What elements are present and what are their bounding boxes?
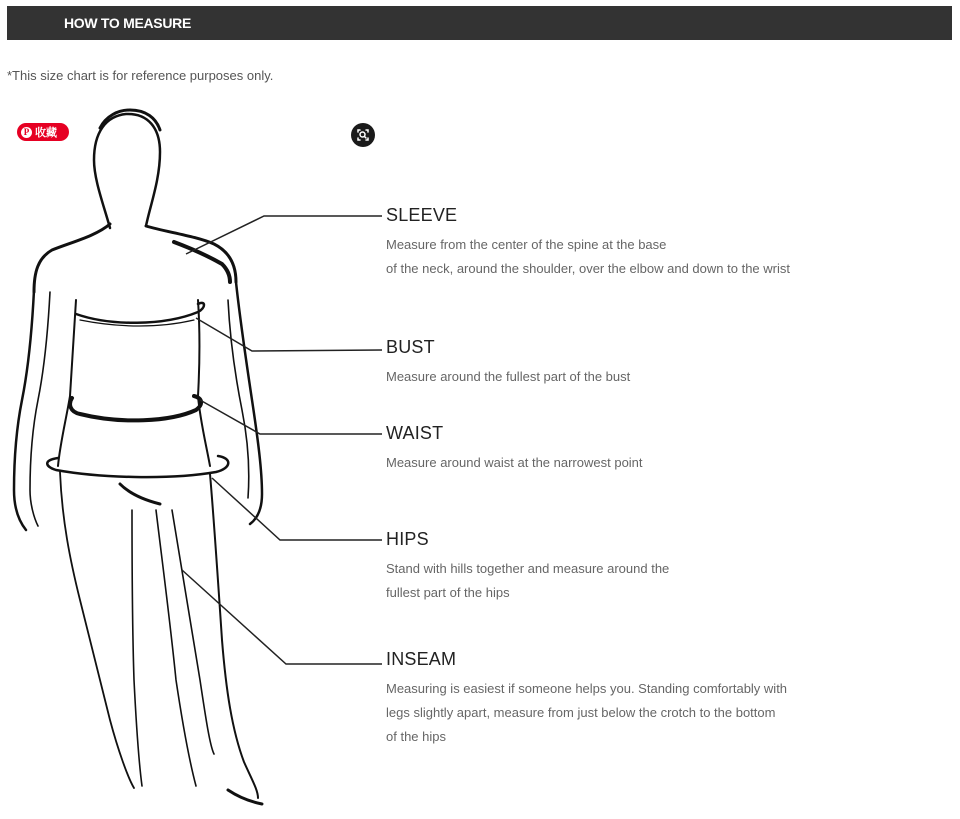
sleeve-title: SLEEVE [386, 205, 458, 225]
figure-head [94, 114, 160, 228]
bust-leader-line [196, 318, 382, 351]
sleeve-desc-line-2: of the neck, around the shoulder, over the elbow and down to the wrist [386, 261, 790, 276]
save-label: 收藏 [35, 127, 57, 139]
waist-band [70, 396, 201, 420]
waist-desc-line-1: Measure around waist at the narrowest point [386, 455, 643, 470]
figure-torso-left [58, 300, 76, 466]
figure-left-leg [60, 472, 134, 788]
inseam-desc-line-3: of the hips [386, 729, 446, 744]
hips-title: HIPS [386, 529, 429, 549]
visual-search-icon [351, 123, 375, 147]
hip-band [47, 456, 228, 477]
disclaimer-text: *This size chart is for reference purposes only. [7, 68, 274, 83]
bust-desc-line-1: Measure around the fullest part of the bust [386, 369, 631, 384]
figure-right-leg [156, 510, 196, 786]
inseam-title: INSEAM [386, 649, 457, 669]
hips-desc-line-2: fullest part of the hips [386, 585, 510, 600]
hips-desc-line-1: Stand with hills together and measure around the [386, 561, 670, 576]
waist-leader-line [200, 400, 382, 434]
inseam-desc-line-1: Measuring is easiest if someone helps you. Standing comfortably with [386, 681, 788, 696]
pinterest-icon: P [21, 127, 32, 138]
visual-search-button[interactable] [351, 123, 375, 147]
inseam-desc-line-2: legs slightly apart, measure from just below the crotch to the bottom [386, 705, 776, 720]
waist-title: WAIST [386, 423, 444, 443]
figure-right-shoulder [146, 226, 236, 282]
hips-leader-line [212, 478, 382, 540]
sleeve-leader-line [186, 216, 382, 254]
figure-left-shoulder [34, 224, 110, 292]
section-title: HOW TO MEASURE [64, 15, 191, 31]
bust-title: BUST [386, 337, 435, 357]
pinterest-save-button[interactable] [17, 123, 69, 141]
bust-band [76, 303, 204, 323]
sleeve-desc-line-1: Measure from the center of the spine at the base [386, 237, 667, 252]
figure-left-arm [14, 290, 34, 530]
inseam-leader-line [182, 570, 382, 664]
